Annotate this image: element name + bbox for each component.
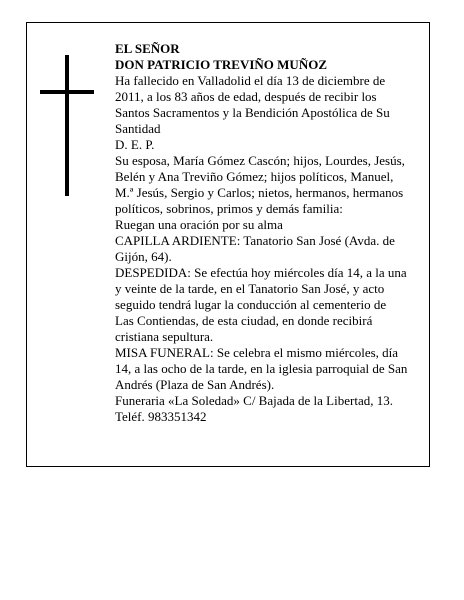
notice-title-line-1: EL SEÑOR (115, 41, 180, 56)
notice-body-line: políticos, sobrinos, primos y demás familia: (115, 201, 343, 216)
cross-vertical-bar (65, 55, 69, 196)
notice-body-line: Santidad (115, 121, 161, 136)
notice-body-line: Las Contiendas, de esta ciudad, en donde recibirá (115, 313, 373, 328)
notice-body-line: y veinte de la tarde, en el Tanatorio San José, y acto (115, 281, 385, 296)
notice-body-line: M.ª Jesús, Sergio y Carlos; nietos, hermanos, hermanos (115, 185, 404, 200)
notice-body-line: Belén y Ana Treviño Gómez; hijos políticos, Manuel, (115, 169, 394, 184)
notice-body-line: Andrés (Plaza de San Andrés). (115, 377, 275, 392)
notice-body-line: MISA FUNERAL: Se celebra el mismo miércoles, día (115, 345, 399, 360)
notice-title-line-2: DON PATRICIO TREVIÑO MUÑOZ (115, 57, 327, 72)
notice-body-line: Funeraria «La Soledad» C/ Bajada de la Libertad, 13. (115, 393, 393, 408)
obituary-notice (26, 22, 430, 467)
notice-text (115, 41, 419, 425)
notice-body-line: Ha fallecido en Valladolid el día 13 de diciembre de (115, 73, 386, 88)
notice-body-line: Teléf. 983351342 (115, 409, 207, 424)
notice-body-line: Ruegan una oración por su alma (115, 217, 283, 232)
notice-body-line: seguido tendrá lugar la conducción al cementerio de (115, 297, 387, 312)
notice-body-line: DESPEDIDA: Se efectúa hoy miércoles día 14, a la una (115, 265, 407, 280)
notice-body-line: Gijón, 64). (115, 249, 172, 264)
notice-body-line: cristiana sepultura. (115, 329, 214, 344)
notice-body-line: 2011, a los 83 años de edad, después de recibir los (115, 89, 377, 104)
cross-horizontal-bar (40, 90, 94, 94)
notice-body-line: 14, a las ocho de la tarde, en la iglesia parroquial de San (115, 361, 408, 376)
notice-body-line: Santos Sacramentos y la Bendición Apostólica de Su (115, 105, 390, 120)
notice-body-line: Su esposa, María Gómez Cascón; hijos, Lourdes, Jesús, (115, 153, 405, 168)
notice-body-line: CAPILLA ARDIENTE: Tanatorio San José (Avda. de (115, 233, 395, 248)
notice-body-line: D. E. P. (115, 137, 155, 152)
